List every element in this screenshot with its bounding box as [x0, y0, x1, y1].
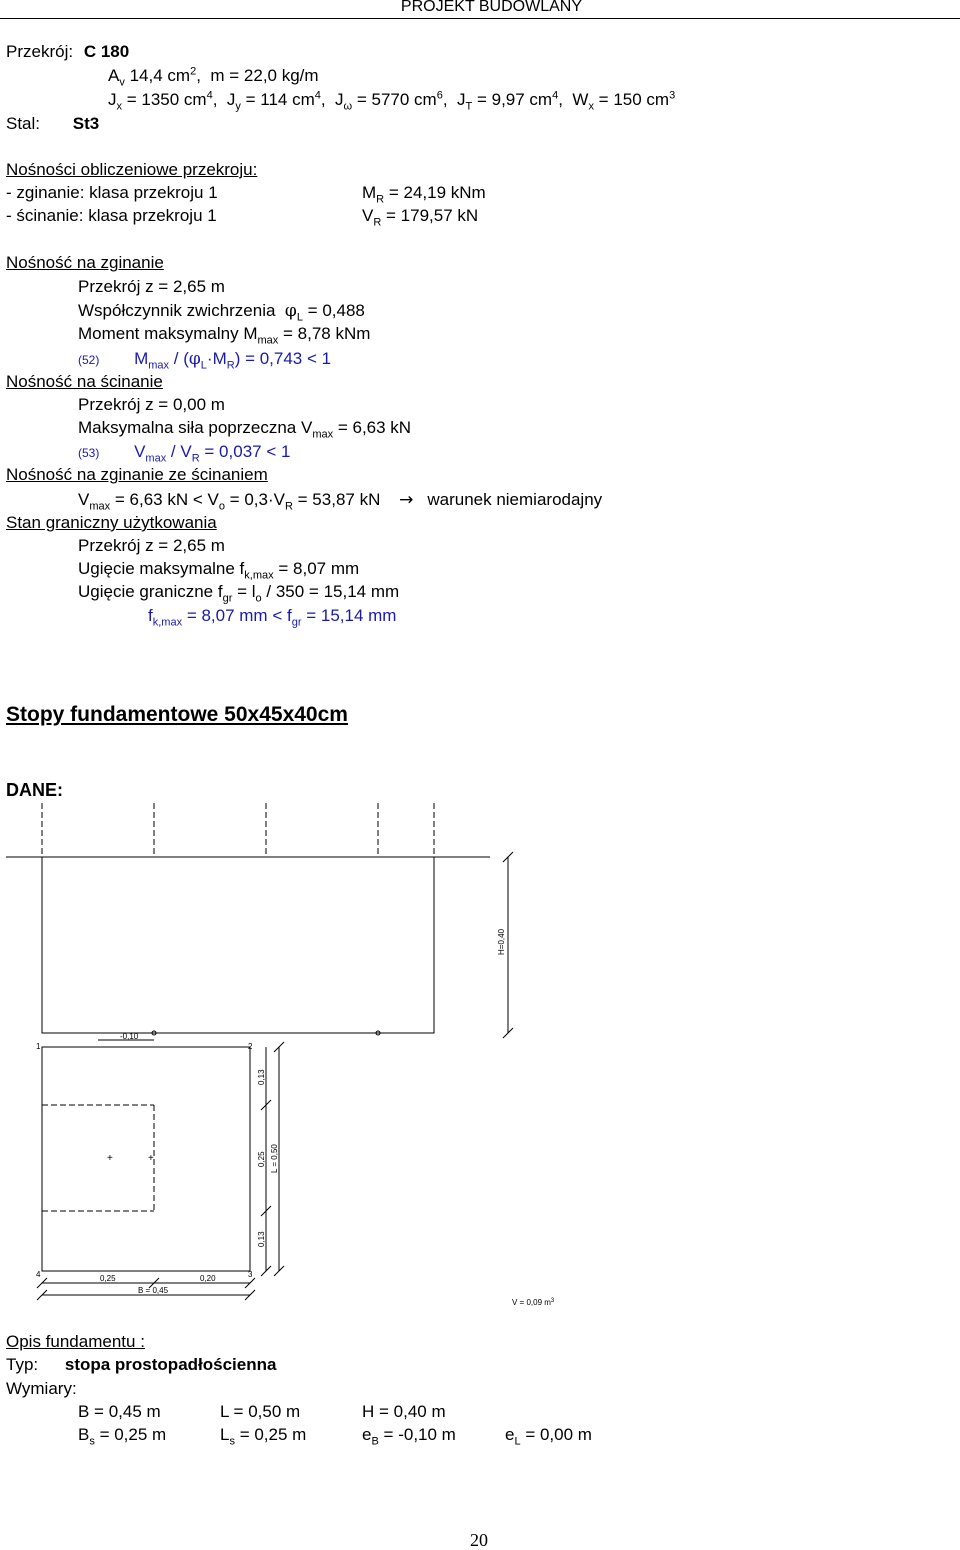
combined-part-a: = 6,63 kN < V — [114, 490, 219, 509]
jt-sup: 4 — [552, 89, 559, 102]
mmax-line: Moment maksymalny $M_{max} = 8,78$ kNm — [78, 324, 371, 347]
jx-sup: 4 — [206, 89, 213, 102]
sls-heading: Stan graniczny użytkowania — [6, 513, 217, 532]
shear-heading: Nośność na ścinanie — [6, 372, 163, 391]
corner-4: 4 — [36, 1270, 41, 1279]
vr-number: = 179,57 kN — [386, 206, 479, 225]
ls-value: $L_s = 0,25$ m — [220, 1425, 307, 1448]
mr-number: = 24,19 kNm — [388, 183, 486, 202]
fmax-label: Ugięcie maksymalne f — [78, 559, 245, 578]
eb-value: $e_B = -0,10$ m — [362, 1425, 456, 1448]
av-value: 14,4 cm — [129, 66, 191, 85]
phi-label: Współczynnik zwichrzenia — [78, 301, 276, 320]
section-props-1: $A_v$ 14,4 $cm^2$, m = 22,0 kg/m — [108, 65, 319, 89]
fgr-value: / 350 = 15,14 mm — [266, 582, 400, 601]
deflection-part-b: = 15,14 mm — [306, 606, 397, 625]
jy-value: 114 cm — [260, 90, 315, 109]
eq52-number: (52) — [78, 353, 100, 367]
fgr-mid: = l — [237, 582, 256, 601]
shear-class: - ścinanie: klasa przekroju 1 — [6, 206, 217, 225]
dims-label: Wymiary: — [6, 1379, 77, 1398]
eq53-result: = 0,037 < 1 — [204, 442, 291, 461]
fmax-line: Ugięcie maksymalne $f_{k,max} = 8,07$ mm — [78, 559, 360, 582]
wx-value: 150 cm — [613, 90, 670, 109]
dim-h-value: H = 0,40 m — [362, 1402, 446, 1421]
bs-value: $B_s = 0,25$ m — [78, 1425, 167, 1448]
type-value: stopa prostopadłościenna — [64, 1355, 277, 1374]
volume-label: V = 0,09 $m^3$ — [512, 1298, 555, 1307]
wx-sup: 3 — [669, 89, 676, 102]
dim-b: B = 0,45 — [138, 1286, 169, 1295]
vmax-value: = 6,63 kN — [337, 418, 412, 437]
page-number: 20 — [470, 1530, 488, 1550]
vr-value: $V_R = 179,57$ kN — [362, 206, 479, 229]
dim-020: 0,20 — [200, 1274, 216, 1283]
section-props-2: $J_x = 1350$ $cm^4$, $J_y = 114$ $cm^4$, $J_\omega = 5770$ $cm^6$, $J_T = 9,97$ $cm^4$, $W_x = 150$ $cm^3$ — [108, 89, 676, 113]
fmax-value: = 8,07 mm — [278, 559, 360, 578]
combined-part-c: = 53,87 kN — [297, 490, 381, 509]
av-sup: 2 — [190, 65, 197, 78]
steel-label: Stal: — [6, 114, 41, 133]
jx-value: 1350 cm — [141, 90, 207, 109]
steel-value: St3 — [72, 114, 100, 133]
section-value: C 180 — [83, 42, 130, 61]
phi-line: Współczynnik zwichrzenia $\varphi_L = 0,488$ — [78, 301, 365, 324]
shear-z: Przekrój z = 0,00 m — [78, 395, 225, 414]
project-title: PROJEKT BUDOWLANY — [400, 0, 582, 15]
phi-value: = 0,488 — [307, 301, 365, 320]
shear-check: (53) $V_{max} / V_R = 0,037 < 1$ — [78, 442, 291, 465]
sls-z: Przekrój z = 2,65 m — [78, 536, 225, 555]
center-mark: + — [107, 1153, 113, 1164]
page-header — [0, 0, 960, 19]
fgr-line: Ugięcie graniczne $f_{gr} = l_o / 350 = 15,14$ mm — [78, 582, 400, 605]
h-dimension: H=0,40 — [497, 928, 506, 955]
dim-b-value: B = 0,45 m — [78, 1402, 161, 1421]
combined-conclusion: warunek niemiarodajny — [427, 490, 603, 509]
jw-sup: 6 — [436, 89, 443, 102]
mmax-label: Moment maksymalny M — [78, 324, 258, 343]
bending-z: Przekrój z = 2,65 m — [78, 277, 225, 296]
dim-025-horizontal: 0,25 — [100, 1274, 116, 1283]
deflection-part-a: = 8,07 mm < f — [186, 606, 292, 625]
vmax-line: Maksymalna siła poprzeczna $V_{max} = 6,63$ kN — [78, 418, 412, 441]
el-value: $e_L = 0,00$ m — [505, 1425, 592, 1448]
steel-line — [6, 114, 99, 134]
bending-heading: Nośność na zginanie — [6, 253, 164, 272]
bending-class: - zginanie: klasa przekroju 1 — [6, 183, 218, 202]
column-mark: + — [148, 1153, 154, 1164]
type-label: Typ: — [6, 1355, 39, 1374]
dane-label: DANE: — [6, 780, 63, 800]
vmax-label: Maksymalna siła poprzeczna V — [78, 418, 313, 437]
bending-check: (52) $M_{max} / (\varphi_L\cdot M_R) = 0,743 < 1$ — [78, 349, 332, 372]
section-line — [6, 42, 129, 62]
mr-value: $M_R = 24,19$ kNm — [362, 183, 486, 206]
eq52-result: ) = 0,743 < 1 — [234, 349, 332, 368]
el-number: = 0,00 m — [525, 1425, 592, 1444]
dim-013-top: 0,13 — [257, 1069, 266, 1085]
foundation-title: Stopy fundamentowe 50x45x40cm — [6, 703, 348, 726]
combined-part-b: = 0,3·V — [229, 490, 285, 509]
foundation-drawing — [0, 795, 960, 1355]
capacities-heading: Nośności obliczeniowe przekroju: — [6, 160, 258, 179]
arrow-icon: → — [399, 490, 414, 510]
type-line — [6, 1355, 276, 1375]
dim-025-vertical: 0,25 — [257, 1151, 266, 1167]
mmax-value: = 8,78 kNm — [283, 324, 371, 343]
jw-value: 5770 cm — [371, 90, 437, 109]
combined-heading: Nośność na zginanie ze ścinaniem — [6, 465, 268, 484]
dim-013-bottom: 0,13 — [257, 1231, 266, 1247]
fgr-label: Ugięcie graniczne f — [78, 582, 223, 601]
jt-value: 9,97 cm — [491, 90, 553, 109]
eb-number: = -0,10 m — [383, 1425, 456, 1444]
ecc-dimension: -0,10 — [120, 1032, 139, 1041]
corner-2: 2 — [248, 1042, 253, 1051]
desc-heading: Opis fundamentu : — [6, 1332, 145, 1351]
dim-l-value: L = 0,50 m — [220, 1402, 301, 1421]
bs-number: = 0,25 m — [99, 1425, 167, 1444]
dim-l: L = 0,50 — [270, 1144, 279, 1173]
eq53-number: (53) — [78, 446, 100, 460]
ls-number: = 0,25 m — [239, 1425, 307, 1444]
corner-1: 1 — [36, 1042, 41, 1051]
deflection-check: $f_{k,max} = 8,07$ mm < $f_{gr} = 15,14$ mm — [148, 606, 397, 629]
combined-check: $V_{max} = 6,63$ kN < $V_o = 0,3\cdot V_R = 53,87$ kN → warunek niemiarodajny — [78, 490, 603, 513]
m-value: 22,0 kg/m — [243, 66, 319, 85]
jy-sup: 4 — [314, 89, 321, 102]
corner-3: 3 — [248, 1270, 253, 1279]
section-label: Przekrój: — [6, 42, 74, 61]
